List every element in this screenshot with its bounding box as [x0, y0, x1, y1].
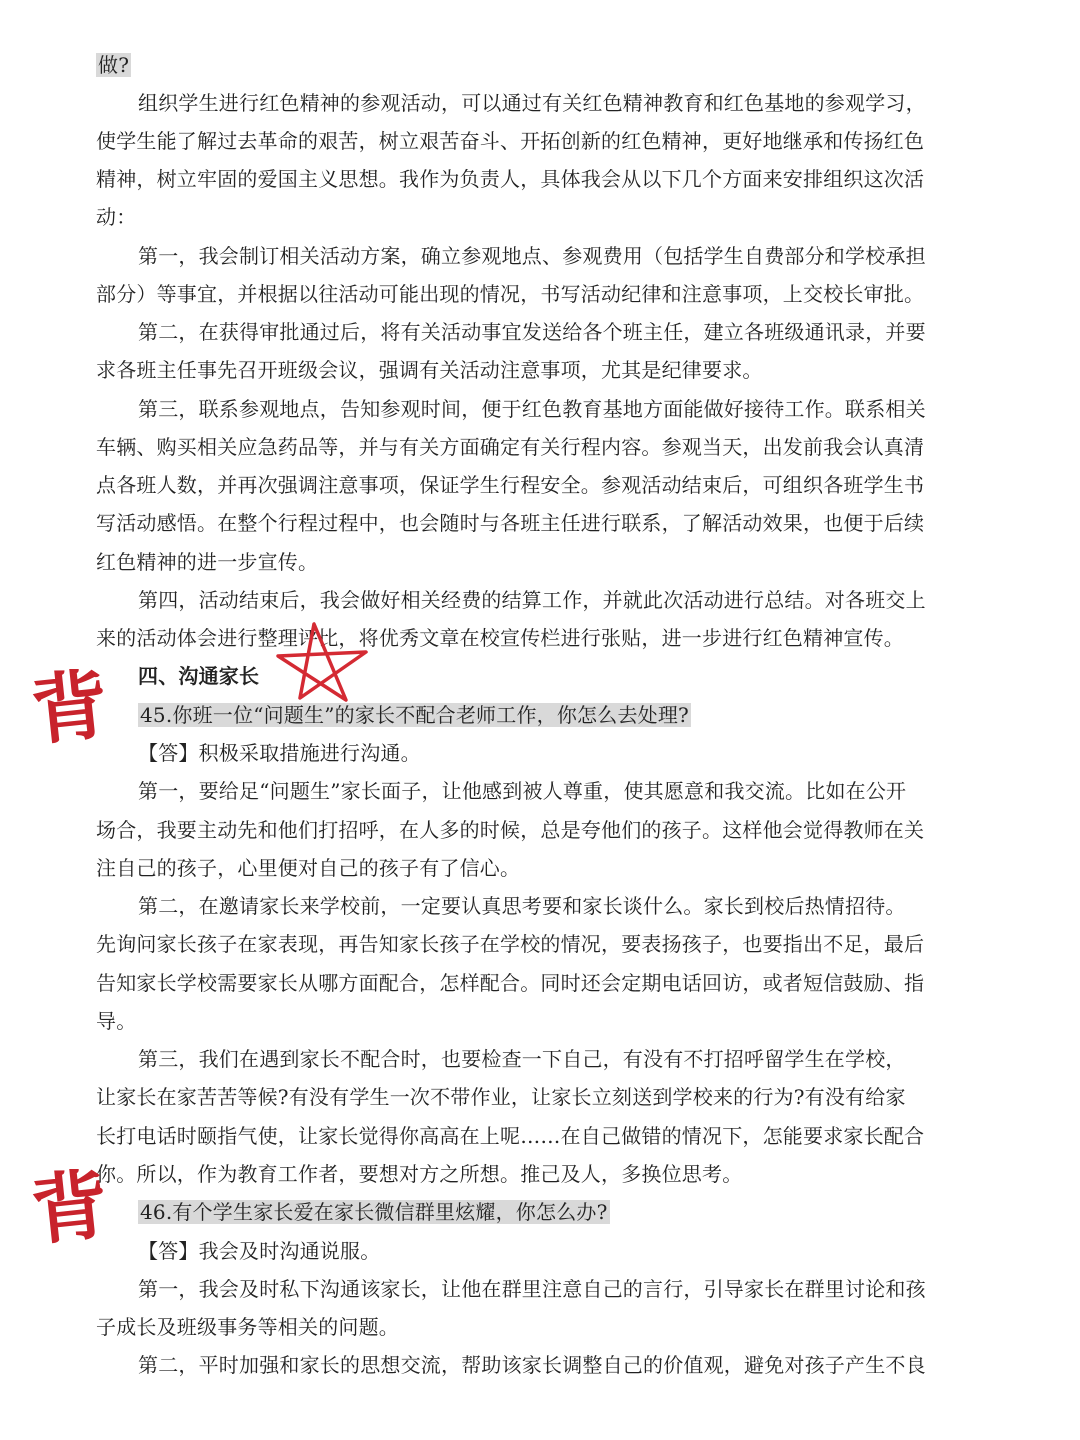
text-line-24: 先询问家长孩子在家表现，再告知家长孩子在学校的情况，要表扬孩子，也要指出不足，最后 [96, 932, 925, 956]
handwritten-mark-2: 背 [27, 1159, 113, 1256]
text-line-7: 部分）等事宜，并根据以往活动可能出现的情况，书写活动纪律和注意事项，上交校长审批。 [96, 282, 925, 306]
text-line-12: 点各班人数，并再次强调注意事项，保证学生行程安全。参观活动结束后，可组织各班学生书 [96, 473, 925, 497]
text-line-30: 你。所以，作为教育工作者，要想对方之所想。推己及人，多换位思考。 [96, 1162, 743, 1186]
text-line-21: 场合，我要主动先和他们打招呼，在人多的时候，总是夸他们的孩子。这样他会觉得教师在关 [96, 818, 925, 842]
text-line-15: 第四，活动结束后，我会做好相关经费的结算工作，并就此次活动进行总结。对各班交上 [138, 588, 926, 612]
text-line-26: 导。 [96, 1009, 137, 1033]
text-line-23: 第二，在邀请家长来学校前，一定要认真思考要和家长谈什么。家长到校后热情招待。 [138, 894, 906, 918]
text-line-25: 告知家长学校需要家长从哪方面配合，怎样配合。同时还会定期电话回访，或者短信鼓励、指 [96, 971, 925, 995]
text-line-10: 第三，联系参观地点，告知参观时间，便于红色教育基地方面能做好接待工作。联系相关 [138, 397, 926, 421]
text-line-34: 子成长及班级事务等相关的问题。 [96, 1315, 399, 1339]
text-line-2: 组织学生进行红色精神的参观活动，可以通过有关红色精神教育和红色基地的参观学习， [138, 91, 926, 115]
hand-drawn-star-icon [274, 618, 378, 706]
question-45: 45.你班一位“问题生”的家长不配合老师工作，你怎么去处理? [140, 703, 689, 727]
text-line-28: 让家长在家苦苦等候?有没有学生一次不带作业，让家长立刻送到学校来的行为?有没有给家 [96, 1085, 906, 1109]
text-line-1: 做? [98, 53, 130, 77]
text-line-29: 长打电话时颐指气使，让家长觉得你高高在上呢……在自己做错的情况下，怎能要求家长配合 [96, 1124, 925, 1148]
text-line-11: 车辆、购买相关应急药品等，并与有关方面确定有关行程内容。参观当天，出发前我会认真清 [96, 435, 925, 459]
text-line-14: 红色精神的进一步宣传。 [96, 550, 319, 574]
text-line-20: 第一，要给足“问题生”家长面子，让他感到被人尊重，使其愿意和我交流。比如在公开 [138, 779, 907, 803]
section-heading: 四、沟通家长 [138, 664, 260, 688]
text-line-6: 第一，我会制订相关活动方案，确立参观地点、参观费用（包括学生自费部分和学校承担 [138, 244, 926, 268]
text-line-5: 动： [96, 205, 137, 229]
text-line-33: 第一，我会及时私下沟通该家长，让他在群里注意自己的言行，引导家长在群里讨论和孩 [138, 1277, 926, 1301]
text-line-35: 第二，平时加强和家长的思想交流，帮助该家长调整自己的价值观，避免对孩子产生不良 [138, 1353, 926, 1377]
answer-45: 【答】积极采取措施进行沟通。 [138, 741, 421, 765]
text-line-27: 第三，我们在遇到家长不配合时，也要检查一下自己，有没有不打招呼留学生在学校， [138, 1047, 906, 1071]
question-46: 46.有个学生家长爱在家长微信群里炫耀，你怎么办? [140, 1200, 608, 1224]
answer-46: 【答】我会及时沟通说服。 [138, 1239, 381, 1263]
text-line-3: 使学生能了解过去革命的艰苦，树立艰苦奋斗、开拓创新的红色精神，更好地继承和传扬红色 [96, 129, 925, 153]
handwritten-mark-1: 背 [27, 659, 113, 756]
text-line-13: 写活动感悟。在整个行程过程中，也会随时与各班主任进行联系，了解活动效果，也便于后续 [96, 511, 925, 535]
text-line-4: 精神，树立牢固的爱国主义思想。我作为负责人，具体我会从以下几个方面来安排组织这次活 [96, 167, 925, 191]
text-line-8: 第二，在获得审批通过后，将有关活动事宜发送给各个班主任，建立各班级通讯录，并要 [138, 320, 926, 344]
text-line-16: 来的活动体会进行整理评比，将优秀文章在校宣传栏进行张贴，进一步进行红色精神宣传。 [96, 626, 904, 650]
text-line-9: 求各班主任事先召开班级会议，强调有关活动注意事项，尤其是纪律要求。 [96, 358, 763, 382]
text-line-22: 注自己的孩子，心里便对自己的孩子有了信心。 [96, 856, 521, 880]
